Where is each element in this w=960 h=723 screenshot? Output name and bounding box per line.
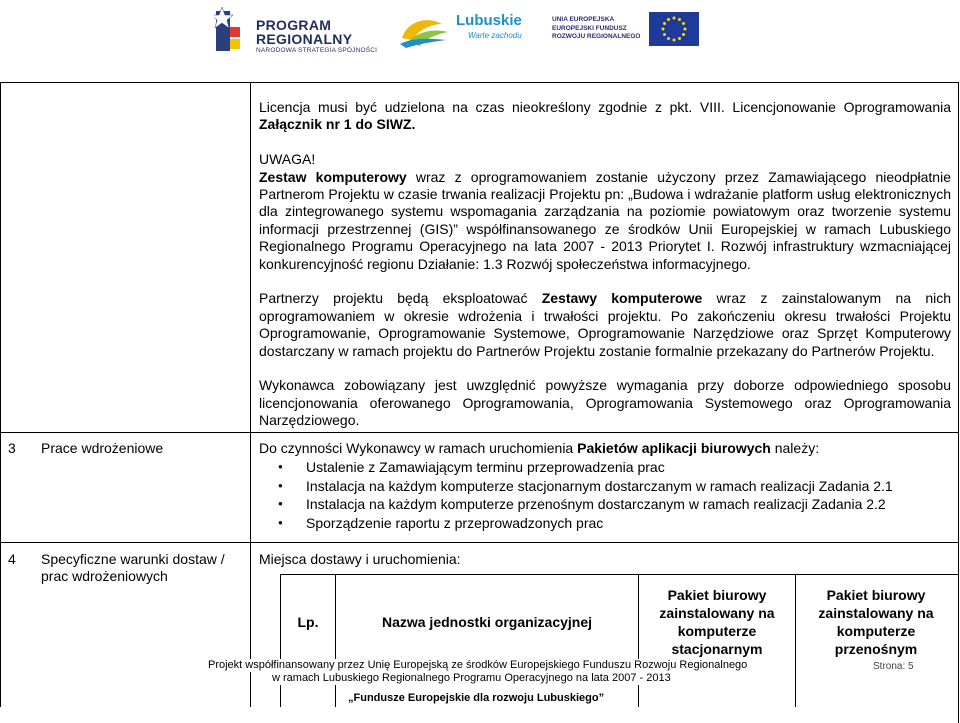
- eu-flag-icon: [649, 12, 699, 46]
- bullet-icon: ●: [278, 480, 283, 490]
- uwaga-paragraph-1: Zestaw komputerowy wraz z oprogramowaniem zostanie użyczony przez Zamawiającego nieodpłatnie Partnerom Projektu w czasie trwania realizacji Projektu pn: „Budowa i wdrażanie platform usług elektronicznych dla zintegrowanego systemu wspomagania zarządzania na poziomie powiatowym oraz tworzenie systemu informacji przestrzennej (GIS)” współfinansowanego ze środków Unii Europejskiej w ramach Lubuskiego Regionalnego Programu Operacyjnego na lata 2007 - 2013 Priorytet I. Rozwój infrastruktury wzmacniającej konkurencyjność regionu Działanie: 1.3 Rozwój społeczeństwa informacyjnego.: [259, 168, 951, 272]
- list-item: ● Sporządzenie raportu z przeprowadzonych prac: [278, 514, 604, 531]
- program-line-3: NARODOWA STRATEGIA SPÓJNOŚCI: [256, 47, 378, 54]
- logo-header: [0, 0, 960, 64]
- implementation-task-list: [278, 458, 938, 532]
- footer-motto: „Fundusze Europejskie dla rozwoju Lubuskiego”: [348, 692, 605, 704]
- row-4-intro: Miejsca dostawy i uruchomienia:: [259, 551, 461, 567]
- lubuskie-logo: [398, 10, 528, 50]
- eu-logo: [552, 12, 702, 48]
- column-header-desktop-package: Pakiet biurowy zainstalowany na komputerze stacjonarnym: [659, 587, 775, 657]
- program-regionalny-emblem-icon: [214, 5, 254, 57]
- uwaga-paragraph-2: Partnerzy projektu będą eksploatować Zestawy komputerowe wraz z zainstalowanym na nich oprogramowaniem w okresie wdrożenia i trwałości projektu. Po zakończeniu okresu trwałości Projektu Oprogramowanie, Oprogramowanie Systemowe, Oprogramowanie Narzędziowe oraz Sprzęt Komputerowy dostarczany w ramach projektu do Partnerów Projektu zostanie formalnie przekazany do Partnerów Projektu.: [259, 290, 952, 359]
- list-item: ● Instalacja na każdym komputerze stacjonarnym dostarczanym w ramach realizacji Zadania 2.1: [278, 477, 893, 494]
- table-column-divider: [250, 82, 251, 707]
- bullet-icon: ●: [278, 499, 283, 508]
- eu-line-3: ROZWOJU REGIONALNEGO: [552, 33, 641, 40]
- row-divider-3: [0, 432, 959, 433]
- eu-line-2: EUROPEJSKI FUNDUSZ: [552, 24, 627, 32]
- locations-table-top: [280, 574, 959, 575]
- locations-table-left: [280, 574, 281, 707]
- eu-line-1: UNIA EUROPEJSKA: [552, 16, 615, 23]
- uwaga-paragraph-3: Wykonawca zobowiązany jest uwzględnić powyższe wymagania przy doborze odpowiedniego sposobu licencjonowania oferowanego Oprogramowania, Oprogramowania Systemowego oraz Oprogramowania Narzędziowego.: [259, 377, 951, 429]
- uwaga-title: UWAGA!: [259, 151, 316, 168]
- licensing-section: [259, 99, 951, 430]
- row-4-number: 4: [8, 551, 16, 567]
- list-item: ● Instalacja na każdym komputerze przenośnym dostarczanym w ramach realizacji Zadania 2.2: [278, 496, 886, 512]
- row-3-number: 3: [8, 440, 16, 456]
- locations-col-divider-1: [335, 574, 336, 707]
- row-divider-4: [0, 542, 959, 543]
- annex-reference: Załącznik nr 1 do SIWZ.: [259, 116, 416, 133]
- page-number: Strona: 5: [873, 661, 914, 672]
- row-3-intro: Do czynności Wykonawcy w ramach uruchomienia Pakietów aplikacji biurowych należy:: [259, 440, 820, 456]
- locations-col-divider-2: [638, 574, 639, 707]
- row-3-label: Prace wdrożeniowe: [41, 440, 164, 456]
- row-4-label: Specyficzne warunki dostaw / prac wdrożeniowych: [41, 551, 225, 584]
- licence-paragraph: Licencja musi być udzielona na czas nieokreślony zgodnie z pkt. VIII. Licencjonowanie Oprogramowania Załącznik nr 1 do SIWZ.: [259, 99, 951, 133]
- program-regionalny-logo: [214, 5, 378, 57]
- table-left-border: [0, 82, 1, 707]
- eu-text: [552, 16, 640, 42]
- lubuskie-slogan: Warte zachodu: [468, 31, 522, 40]
- column-header-unit-name: Nazwa jednostki organizacyjnej: [381, 614, 593, 630]
- footer-line-1: Projekt współfinansowany przez Unię Europejską ze środków Europejskiego Funduszu Rozwoju Regionalnego: [208, 659, 748, 671]
- lubuskie-emblem-icon: [398, 10, 454, 50]
- column-header-laptop-package: Pakiet biurowy zainstalowany na komputerze przenośnym: [818, 587, 934, 657]
- bullet-icon: ●: [278, 462, 283, 471]
- bullet-icon: ●: [278, 517, 283, 527]
- column-header-lp: Lp.: [297, 614, 319, 630]
- lubuskie-name: Lubuskie: [456, 12, 522, 29]
- list-item: ● Ustalenie z Zamawiającym terminu przeprowadzenia prac: [278, 459, 665, 475]
- program-line-2: REGIONALNY: [256, 31, 353, 47]
- program-line-1: PROGRAM: [256, 17, 332, 33]
- footer-line-2: w ramach Lubuskiego Regionalnego Programu Operacyjnego na lata 2007 - 2013: [272, 672, 671, 684]
- locations-col-divider-3: [795, 574, 796, 707]
